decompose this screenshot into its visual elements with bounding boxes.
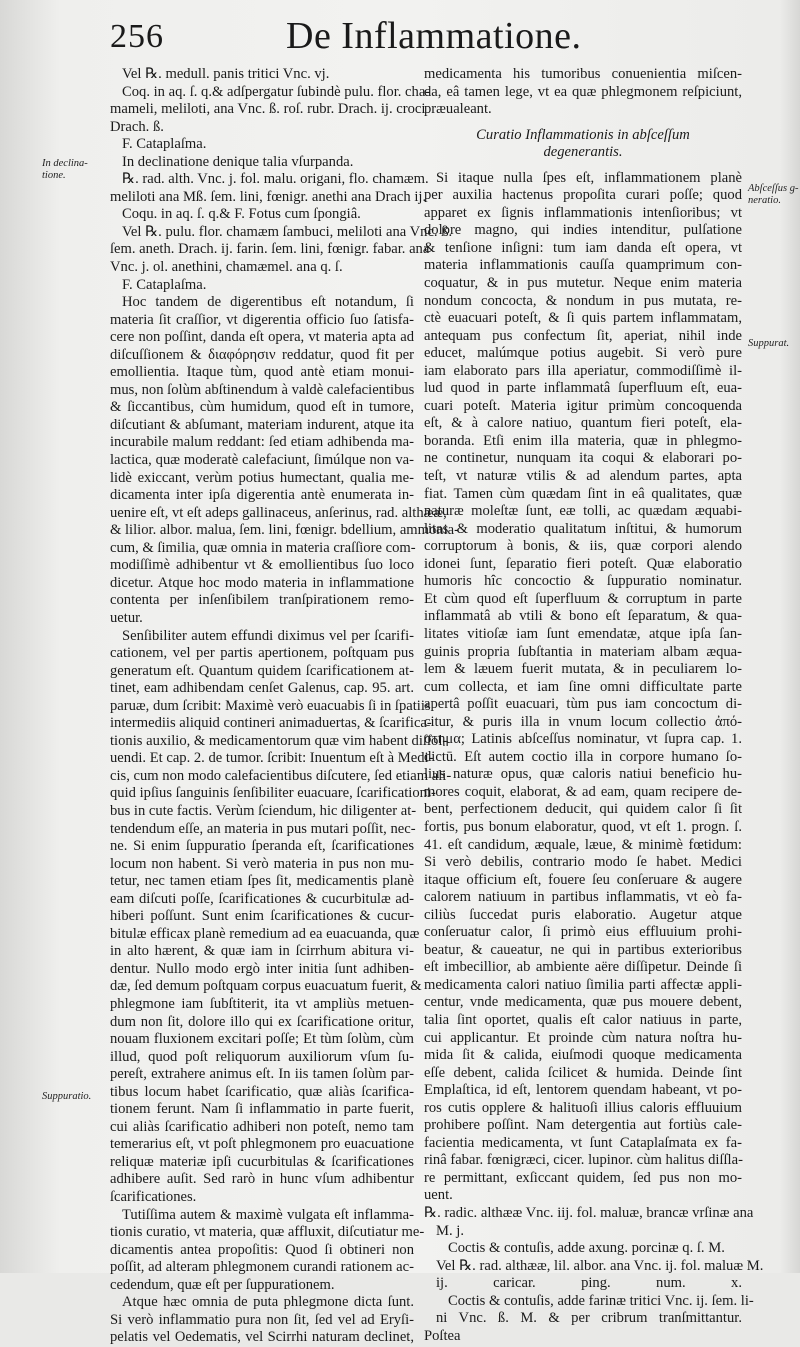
text-line: eſſe debent, calida ſcilicet & humida. Deinde ſint	[424, 1064, 742, 1081]
text-line: eam diſcuti poſſe, ſcarificationes & cucurbitulæ ad-	[110, 890, 414, 907]
text-line: quid ipſius ſanguinis ſenſibiliter euacuare, ſcarificationi-	[110, 785, 436, 802]
text-line: Drach. ß.	[110, 118, 164, 135]
text-line: 41. eſt candidum, æquale, læue, & minimè fœtidum:	[424, 836, 742, 853]
text-line: Coqu. in aq. ſ. q.& F. Fotus cum ſpongiâ.	[122, 206, 361, 223]
text-line: uent.	[424, 1187, 453, 1204]
text-line: Hoc tandem de digerentibus eſt notandum, ſi	[122, 294, 414, 311]
text-line: idonei ſunt, ſeparatio fieri poteſt. Quæ elaboratio	[424, 555, 742, 572]
text-line: fiat. Tamen cùm quædam ſint in eâ qualitates, quæ	[424, 485, 742, 502]
text-line: cum collecta, et iam ſine omni difficultate parte	[424, 678, 742, 695]
text-line: dolore magno, qui indies intenditur, pulſatione	[424, 222, 742, 239]
text-line: Emplaſtica, id eſt, lentorem quendam habeant, vt po-	[424, 1082, 742, 1099]
text-line: itaque officium eſt, fouere ſeu conſeruare & augere	[424, 871, 742, 888]
text-line: tetur, nec tamen etiam ſpes ſit, medicamentis planè	[110, 873, 414, 890]
text-line: ſcarificationes.	[110, 1189, 197, 1205]
text-line: pelatis vel Oedematis, vel Scirrhi naturam declinet,	[110, 1329, 414, 1346]
margin-note-suppuratio-left: Suppuratio.	[42, 1091, 92, 1102]
text-line: educet, malúmque potius augebit. Si verò pure	[424, 345, 742, 362]
text-line: Vel ℞. medull. panis tritici Vnc. vj.	[122, 66, 330, 82]
text-line: στημα; Latinis abſceſſus nominatur, vt ſupra cap. 1.	[424, 731, 742, 748]
text-line: mameli, meliloti, ana Vnc. ß. roſ. rubr. Drach. ij. croci	[110, 101, 426, 118]
text-line: tendendum eſſe, an materia in pus mutari poſſit, nec-	[110, 820, 416, 837]
text-line: eſt, & à calore natiuo, quantum fieri poteſt, ela-	[424, 415, 742, 432]
text-line: ne continetur, nunquam ita coqui & elaborari po-	[424, 450, 742, 467]
text-line: talia ſint oportet, qualis eſt calor natiuus in parte,	[424, 1011, 742, 1028]
text-line: incurabile malum reddant: ſed etiam adhibenda ma-	[110, 434, 414, 451]
text-line: medicamenta his tumoribus conuenientia miſcen-	[424, 66, 742, 82]
text-line: degenerantis.	[543, 144, 623, 161]
text-line: da, eâ tamen lege, vt ea quæ phlegmonem reſpiciunt,	[424, 83, 742, 100]
text-line: eſt imbecillior, ab ambiente aëre diſſipetur. Deinde ſi	[424, 959, 742, 976]
text-line: Curatio Inflammationis in abſceſſum	[476, 126, 690, 143]
text-line: Coctis & contuſis, adde farinæ tritici Vnc. ij. ſem. li-	[448, 1292, 754, 1309]
text-line: tibus locum habet ſcarificatio, quæ aliàs ſcarifica-	[110, 1083, 414, 1100]
text-line: re permittant, exſiccant quidem, ſed pus non mo-	[424, 1169, 742, 1186]
text-line: dicetur. Atque hoc modo materia in inflammatione	[110, 574, 414, 591]
text-line: Si verò inflammatio pura non ſit, ſed vel ad Eryſi-	[110, 1311, 414, 1328]
text-line: lactica, quæ moderatè calefaciunt, ſimúlque non va-	[110, 452, 414, 469]
text-line: ctè euacuari poteſt, & ſi quis partem inflammatam,	[424, 310, 742, 327]
text-line: generatum eſt. Quantum quidem ſcarificationem at-	[110, 662, 414, 679]
text-line: & ſiccantibus, cùm humidum, quod eſt in tumore,	[110, 399, 414, 416]
text-line: apertâ poſſit euacuari, tùm pus iam concoctum di-	[424, 696, 742, 713]
text-line: antequam pus confectum ſit, aperiat, nihil inde	[424, 327, 742, 344]
text-line: In declinatione denique talia vſurpanda.	[122, 153, 354, 170]
text-line: emollientia. Itaque tùm, quod antè etiam monui-	[110, 364, 414, 381]
text-line: teſt, vt naturæ vtilis & ad alendum partes, apta	[424, 468, 742, 485]
text-line: ij. caricar. ping. num. x.	[436, 1275, 742, 1292]
page-number: 256	[110, 18, 164, 55]
text-line: materia inflammationis cauſſa quamprimum con-	[424, 257, 742, 274]
text-line: litates vitioſæ iam ſunt emendatæ, atque ipſa ſan-	[424, 625, 742, 642]
text-line: humoris hîc concoctio & ſuppuratio nominatur.	[424, 573, 742, 590]
text-line: cuari poteſt. Materia igitur primùm concoquenda	[424, 397, 742, 414]
text-line	[424, 162, 742, 170]
text-line: dum non ſit, dolore illo qui ex ſcarificatione oritur,	[110, 1013, 414, 1030]
text-line: ne. Si enim ſuppuratio ſperanda eſt, ſcarificationes	[110, 838, 414, 855]
text-line: Si verò debilis, contrario modo ſe habet. Medici	[424, 854, 742, 871]
text-line: fortis, pus bonum elaboratur, quod, vt eſt 1. progn. ſ.	[424, 818, 742, 835]
text-line: citur, & puris illa in vnum locum collectio ἀπό-	[424, 713, 742, 730]
text-line: Si itaque nulla ſpes eſt, inflammationem planè	[436, 169, 742, 186]
text-line: tinet, eam adhibendam cenſet Galenus, cap. 95. art.	[110, 680, 414, 697]
text-line: mores coquit, elaborat, & ad eam, quam recipere de-	[424, 783, 742, 800]
text-line: ros cutis opplere & halituoſi illius caloris effluuium	[424, 1099, 742, 1116]
text-line: naturæ moleſtæ ſunt, eæ tolli, ac quædam æquabi-	[424, 503, 742, 520]
text-line: nouam fluxionem excitari poſſe; Et tùm ſolùm, cùm	[110, 1031, 414, 1048]
text-line: Vnc. j. ol. anethini, chamæmel. ana q. ſ.	[110, 259, 343, 276]
text-line: dentur. Nullo modo ergò inter initia ſunt adhiben-	[110, 960, 414, 977]
text-line: dæ, ſed demum poſtquam corpus euacuatum fuerit, &	[110, 978, 422, 995]
text-line: uetur.	[110, 609, 143, 626]
text-line: boranda. Etſi enim illa materia, quæ in phlegmo-	[424, 432, 742, 449]
text-line: intermediis aliquid contineri animaduertas, & ſcarifica-	[110, 715, 432, 732]
text-line: facientia medicamenta, vt ſunt Cataplaſmata ex fa-	[424, 1134, 742, 1151]
text-line: reliquæ materiæ ipſi cucurbitulas & ſcarificationes	[110, 1153, 414, 1170]
text-line: medicamenta calori natiuo ſimilia parti affectæ appli-	[424, 976, 742, 993]
text-line: apparet ex ſignis inflammationis intenſioribus; vt	[424, 204, 742, 221]
text-line: ni Vnc. ß. M. & per cribrum tranſmittantur.	[436, 1310, 742, 1327]
text-line: ℞. rad. alth. Vnc. j. fol. malu. origani, flo. chamæm.	[122, 171, 429, 188]
text-line: contenta per inſenſibilem tranſpirationem remo-	[110, 592, 414, 609]
text-line: coquatur, & in pus mutetur. Neque enim materia	[424, 275, 742, 292]
text-line: conſeruatur calor, ſi primò eius effluuium prohi-	[424, 924, 742, 941]
text-line: Senſibiliter autem effundi diximus vel per ſcarifi-	[122, 627, 414, 644]
text-line: phlegmone iam ſubſtiterit, ita vt ampliùs metuen-	[110, 995, 414, 1012]
page-header	[110, 14, 750, 66]
text-line: pereſt, extrahere animus eſt. In iis tamen ſolùm par-	[110, 1066, 414, 1083]
text-line: uenire eſt, vt eſt adeps gallinaceus, anſerinus, rad. althææ,	[110, 504, 447, 521]
text-line: ℞. radic. althææ Vnc. iij. fol. maluæ, brancæ vrſinæ ana	[424, 1205, 754, 1221]
margin-note-in-declinatione: In declina-tione.	[42, 158, 88, 181]
text-line: rinâ fabar. fœnigræci, cicer. lupinor. cùm halitus diſſla-	[424, 1152, 743, 1169]
text-line: cere non poſſint, danda eſt opera, vt materia apta ad	[110, 329, 414, 346]
text-line: M. j.	[436, 1222, 464, 1239]
text-line: paruæ, dum ſcribit: Maximè verò euacuabis ſi in ſpatiis	[110, 697, 431, 714]
text-line: cis, cum non modo calefacientibus diſcutere, ſed etiam ali-	[110, 767, 452, 784]
text-line: locum non habent. Si verò materia in pus non mu-	[110, 855, 414, 872]
text-line: tionem ferunt. Nam ſi inflammatio in parte fuerit,	[110, 1101, 414, 1118]
text-line: cationem, vel per partis apertionem, poſtquam pus	[110, 645, 414, 662]
text-line: modiſſimè adhibentur vt & emollientibus ſuo loco	[110, 557, 414, 574]
text-line: hiberi poſſunt. Sunt enim ſcarificationes & cucur-	[110, 908, 414, 925]
text-line: dicamenta inter ipſa digerentia antè enumerata in-	[110, 487, 414, 504]
text-line: mida ſit & calida, eiuſmodi quoque medicamenta	[424, 1047, 742, 1064]
text-line: in alto hærent, & quæ iam in ſcirrhum abitura vi-	[110, 943, 414, 960]
text-line: mus, non ſolùm abſtinendum à valdè calefacientibus	[110, 381, 415, 398]
text-line: illud, quod poſt reliquorum auxiliorum vſum ſu-	[110, 1048, 414, 1065]
text-line: F. Cataplaſma.	[122, 276, 207, 293]
text-line: & lilior. albor. malua, ſem. lini, fœnigr. bdellium, ammonia-	[110, 522, 459, 539]
text-line: materia ſit craſſior, vt digerentia officio ſuo ſatisfa-	[110, 311, 414, 328]
text-line: ſem. aneth. Drach. ij. farin. ſem. lini, fœnigr. fabar. ana	[110, 241, 430, 258]
text-line: dicamentis antea propoſitis: Quod ſi obtineri non	[110, 1241, 414, 1258]
text-line: cum, & ſimilia, quæ omnia in materia craſſiore com-	[110, 539, 416, 556]
text-line	[424, 119, 742, 127]
text-line: cedendum, quæ eſt per ſuppurationem.	[110, 1276, 335, 1293]
text-line: bitulæ efficax planè remedium ad ea euacuanda, quæ	[110, 925, 420, 942]
text-line: iam elaborato pars illa aperiatur, commodiſſimè il-	[424, 362, 742, 379]
text-line: temerarius eſt, vt poſt phlegmonem pro euacuatione	[110, 1136, 414, 1153]
text-line: bus in cute factis. Verùm ſciendum, hic diligenter at-	[110, 802, 417, 819]
text-line: uendi. Et cap. 2. de tumor. ſcribit: Inuentum eſt à Medi-	[110, 750, 434, 767]
text-line: præualeant.	[424, 101, 492, 118]
text-line: per auxilia hactenus propoſita curari poſſe; quod	[424, 187, 742, 204]
text-line: bent, perfectionem deducit, qui quidem calor ſi ſit	[424, 801, 742, 818]
text-line: diſcutiant & abſumant, materiam indurent, atque ita	[110, 416, 414, 433]
text-line: Poſtea	[424, 1327, 461, 1344]
text-line: diſcuſſionem & διαφόρησιν reddatur, quod fit per	[110, 346, 414, 363]
running-title: De Inflammatione.	[286, 15, 582, 57]
text-line: meliloti ana Mß. ſem. lini, fœnigr. anethi ana Drach ij.	[110, 188, 427, 205]
text-line: Coq. in aq. ſ. q.& adſpergatur ſubindè pulu. flor. cha-	[122, 83, 431, 100]
text-line: & tenſione inſigni: tum iam danda eſt opera, vt	[424, 239, 742, 256]
text-line: calorem natiuum in partibus inflammatis, vt eò fa-	[424, 889, 742, 906]
text-line: Vel ℞. pulu. flor. chamæm ſambuci, meliloti ana Vnc. ß.	[122, 223, 453, 240]
text-line: lem & læuem fuerit mutata, & in peculiarem lo-	[424, 661, 742, 678]
margin-note-suppuratio-right: Suppurat.	[748, 338, 790, 349]
text-line: F. Cataplaſma.	[122, 136, 207, 153]
text-line: Et cùm quod eſt ſuperfluum & corruptum in parte	[424, 590, 742, 607]
text-line: dictū. Eſt autem coctio illa in corpore humano ſo-	[424, 748, 742, 765]
text-line: tionis auxilio, & medicamentorum quæ vim habent diſſol-	[110, 732, 448, 749]
text-line: inflammatâ ab vtili & bono eſt ſeparatum, & qua-	[424, 608, 742, 625]
text-line: lius naturæ opus, quæ caloris natiui beneficio hu-	[424, 766, 742, 783]
text-line: beatur, & caueatur, ne qui in partibus exterioribus	[424, 941, 742, 958]
text-line: poſſit, ad alteram phlegmonem curandi rationem ac-	[110, 1259, 414, 1276]
text-line: tionis curatio, vt materia, quæ affluxit, diſcutiatur me-	[110, 1224, 425, 1241]
margin-note-abscessum: Abſceſſus g-neratio.	[748, 183, 799, 206]
text-line: lidè exiccant, verùm potius humectant, qualia me-	[110, 469, 414, 486]
text-line: corruptorum à bonis, & iis, quæ corpori alendo	[424, 538, 742, 555]
text-line: Vel ℞. rad. althææ, lil. albor. ana Vnc. ij. fol. maluæ M.	[436, 1257, 764, 1274]
text-line: Atque hæc omnia de puta phlegmone dicta ſunt.	[122, 1294, 414, 1311]
text-line: cui applicantur. Et proinde cùm natura noſtra hu-	[424, 1029, 742, 1046]
text-line: lud quod in parte inflammatâ ſuperfluum eſt, eua-	[424, 380, 742, 397]
text-line: ciliùs ſuccedat puris elaboratio. Augetur atque	[424, 906, 742, 923]
text-line: adhibere auſit. Sed rarò in hunc vſum adhibentur	[110, 1171, 414, 1188]
text-line: Coctis & contuſis, adde axung. porcinæ q. ſ. M.	[448, 1240, 725, 1257]
text-line: guinis propria ſubſtantia in materiam albam æqua-	[424, 643, 742, 660]
text-line: prohibere poſſint. Nam detergentia aut fortiùs cale-	[424, 1117, 742, 1134]
text-line: centur, vnde medicamenta, quæ pus mouere debent,	[424, 994, 742, 1011]
text-line: Tutiſſima autem & maximè vulgata eſt inflamma-	[122, 1206, 414, 1223]
right-column	[424, 66, 764, 1345]
text-line: nondum concocta, & nondum in pus mutata, re-	[424, 292, 742, 309]
text-line: cui aliàs ſcarificatio adhiberi non poteſt, nemo tam	[110, 1118, 414, 1135]
text-line: litas & moderatio qualitatum inſtitui, & humorum	[424, 520, 742, 537]
